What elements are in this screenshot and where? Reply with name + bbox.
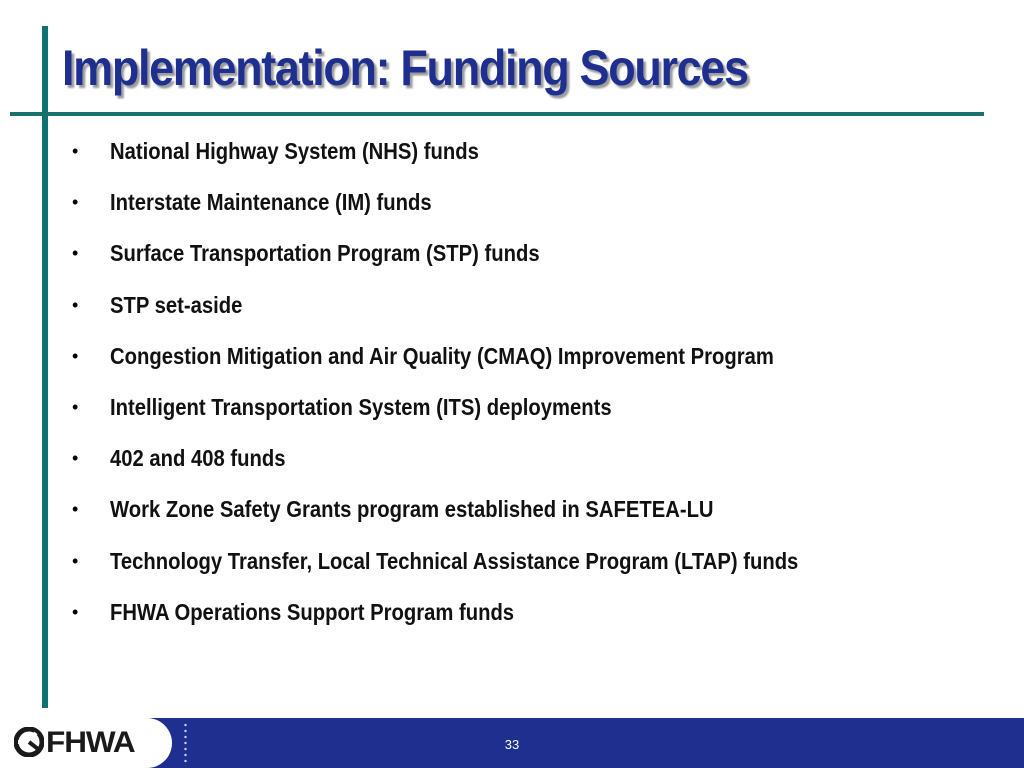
bullet-item bbox=[72, 280, 892, 331]
left-accent-bar bbox=[42, 26, 48, 708]
bullet-dot-icon: • bbox=[72, 141, 79, 162]
fhwa-shield-icon bbox=[14, 727, 44, 757]
bullet-dot-icon: • bbox=[72, 345, 79, 366]
bullet-dot-icon: • bbox=[72, 499, 79, 520]
slide-title: Implementation: Funding Sources bbox=[62, 40, 748, 96]
bullet-item bbox=[72, 228, 892, 279]
footer-divider-dots bbox=[184, 722, 187, 766]
page-number: 33 bbox=[504, 737, 520, 752]
bullet-dot-icon: • bbox=[72, 192, 79, 213]
bullet-text: Intelligent Transportation System (ITS) deployments bbox=[110, 394, 612, 421]
bullet-dot-icon: • bbox=[72, 601, 79, 622]
bullet-text: STP set-aside bbox=[110, 291, 243, 318]
fhwa-logo-text: FHWA bbox=[46, 726, 135, 759]
bullet-text: Work Zone Safety Grants program established in SAFETEA-LU bbox=[110, 496, 714, 523]
bullet-item bbox=[72, 177, 892, 228]
bullet-item bbox=[72, 433, 892, 484]
bullet-text: National Highway System (NHS) funds bbox=[110, 138, 479, 165]
bullet-item bbox=[72, 331, 892, 382]
bullet-dot-icon: • bbox=[72, 448, 79, 469]
bullet-dot-icon: • bbox=[72, 294, 79, 315]
bullet-text: Interstate Maintenance (IM) funds bbox=[110, 189, 432, 216]
bullet-text: 402 and 408 funds bbox=[110, 445, 286, 472]
bullet-item bbox=[72, 382, 892, 433]
bullet-text: Congestion Mitigation and Air Quality (CMAQ) Improvement Program bbox=[110, 342, 774, 369]
bullet-text: Surface Transportation Program (STP) funds bbox=[110, 240, 540, 267]
bullet-list bbox=[72, 126, 892, 638]
bullet-dot-icon: • bbox=[72, 243, 79, 264]
bullet-item bbox=[72, 587, 892, 638]
bullet-item bbox=[72, 126, 892, 177]
bullet-dot-icon: • bbox=[72, 397, 79, 418]
bullet-item bbox=[72, 536, 892, 587]
title-underline bbox=[10, 112, 984, 116]
bullet-dot-icon: • bbox=[72, 550, 79, 571]
bullet-text: FHWA Operations Support Program funds bbox=[110, 598, 515, 625]
bullet-text: Technology Transfer, Local Technical Assistance Program (LTAP) funds bbox=[110, 547, 799, 574]
bullet-item bbox=[72, 484, 892, 535]
